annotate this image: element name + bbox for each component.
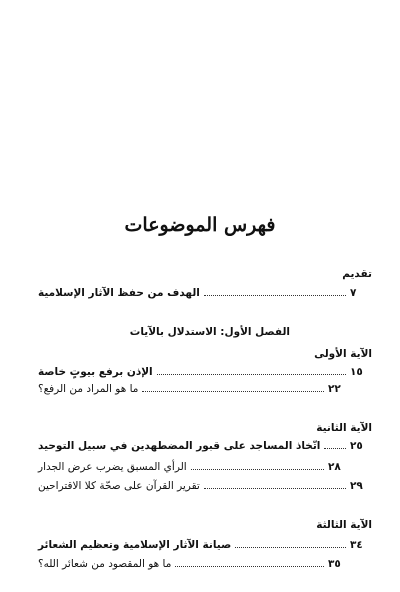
toc-entry[interactable]	[38, 381, 350, 397]
toc-entry-page: ٢٩	[350, 480, 363, 492]
toc-entry-page: ٢٥	[350, 440, 363, 452]
page-title: فهرس الموضوعات	[124, 214, 276, 236]
toc-entry[interactable]	[38, 364, 372, 380]
section-heading-verse-3: الآية الثالثة	[316, 519, 372, 531]
toc-entry[interactable]	[38, 459, 350, 475]
toc-entry-text: اتّخاذ المساجد على قبور المضطهدين في سبيل التوحيد	[38, 440, 321, 452]
toc-entry-page: ٢٨	[328, 461, 341, 473]
section-heading-intro: تقديم	[342, 268, 372, 280]
chapter-heading: الفصل الأول: الاستدلال بالآيات	[129, 326, 290, 338]
toc-entry[interactable]	[38, 478, 372, 494]
toc-entry[interactable]	[38, 285, 372, 301]
section-heading-verse-2: الآية الثانية	[316, 422, 372, 434]
dot-leader	[191, 469, 324, 470]
toc-entry-page: ١٥	[350, 366, 363, 378]
toc-entry-text: تقرير القرآن على صحّة كلا الاقتراحين	[38, 480, 200, 492]
toc-entry-page: ٢٢	[328, 383, 341, 395]
toc-entry-page: ٧	[350, 287, 357, 299]
dot-leader	[324, 448, 346, 449]
dot-leader	[204, 488, 346, 489]
dot-leader	[157, 374, 346, 375]
section-heading-verse-1: الآية الأولى	[314, 348, 372, 360]
dot-leader	[235, 547, 346, 548]
toc-entry-text: صيانة الآثار الإسلامية وتعظيم الشعائر	[38, 539, 232, 551]
dot-leader	[204, 295, 346, 296]
dot-leader	[175, 566, 324, 567]
toc-entry-text: ما هو المقصود من شعائر الله؟	[38, 558, 172, 570]
toc-entry-text: الرأي المسبق يضرب عرض الجدار	[38, 461, 187, 473]
toc-entry[interactable]	[38, 537, 372, 553]
toc-entry[interactable]	[38, 556, 350, 572]
toc-entry-text: الإذن برفع بيوتٍ خاصة	[38, 366, 153, 378]
toc-entry[interactable]	[38, 438, 372, 454]
toc-entry-text: ما هو المراد من الرفع؟	[38, 383, 139, 395]
toc-entry-page: ٣٤	[350, 539, 363, 551]
toc-entry-text: الهدف من حفظ الآثار الإسلامية	[38, 287, 200, 299]
toc-entry-page: ٣٥	[328, 558, 341, 570]
dot-leader	[142, 391, 324, 392]
